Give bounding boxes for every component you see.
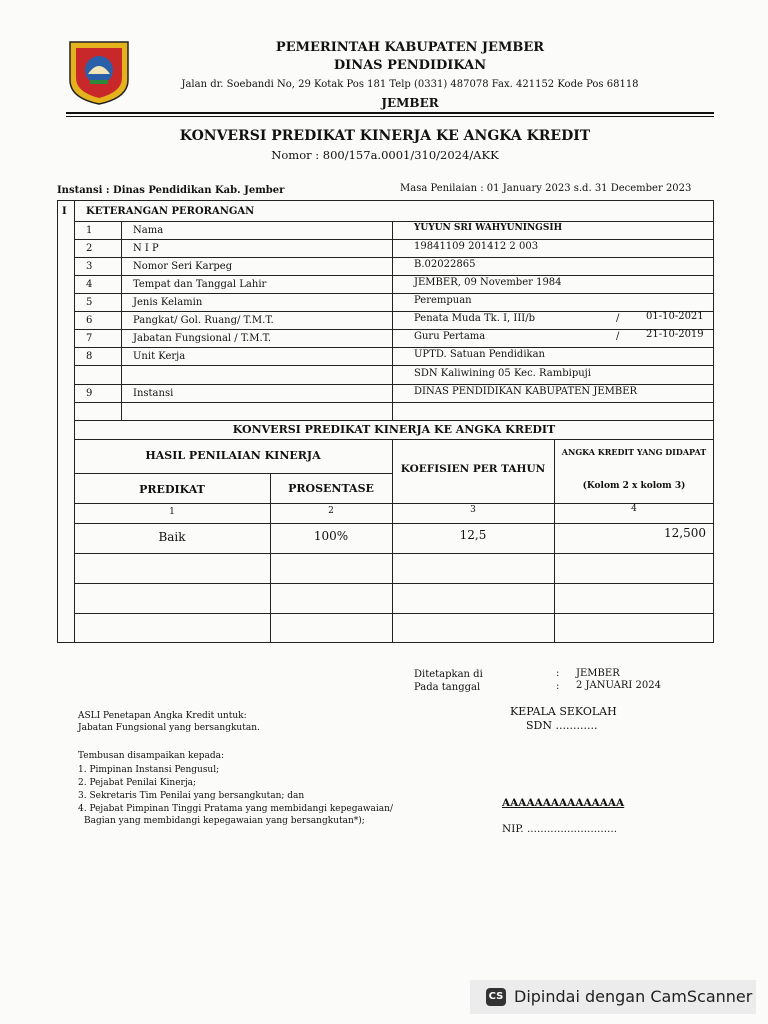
row-number: 8 [86, 351, 93, 362]
section1-title: KETERANGAN PERORANGAN [86, 206, 255, 217]
row-label: Nama [133, 225, 164, 236]
prosentase-value: 100% [313, 529, 349, 543]
tembusan-item: 1. Pimpinan Instansi Pengusul; [78, 765, 220, 775]
header-address: Jalan dr. Soebandi No, 29 Kotak Pos 181 Telp (0331) 487078 Fax. 421152 Kode Pos 68118 [181, 79, 639, 90]
row-number: 2 [86, 243, 93, 254]
row-value: DINAS PENDIDIKAN KABUPATEN JEMBER [414, 386, 638, 397]
row-value: Guru Pertama [414, 331, 486, 342]
tembusan-item: 3. Sekretaris Tim Penilai yang bersangkutan; dan [78, 791, 305, 801]
row-number: 7 [86, 333, 93, 344]
predikat-value: Baik [158, 530, 186, 544]
masa-penilaian: Masa Penilaian : 01 January 2023 s.d. 31 December 2023 [400, 183, 692, 194]
camscanner-text: Dipindai dengan CamScanner [514, 987, 753, 1006]
row-value: Perempuan [414, 295, 472, 306]
row-number: 6 [86, 315, 93, 326]
document-title: KONVERSI PREDIKAT KINERJA KE ANGKA KREDIT [179, 128, 591, 144]
tembusan-item: Bagian yang membidangi kepegawaian yang bersangkutan*); [84, 816, 365, 826]
angka-kredit-value: 12,500 [664, 526, 706, 540]
row-value: SDN Kaliwining 05 Kec. Rambipuji [414, 368, 591, 379]
tembusan-item: 4. Pejabat Pimpinan Tinggi Pratama yang membidangi kepegawaian/ [78, 804, 393, 814]
section2-title: KONVERSI PREDIKAT KINERJA KE ANGKA KREDIT [232, 423, 556, 436]
ditetapkan-colon: : [556, 668, 560, 679]
header-rule-thin [66, 116, 714, 117]
header-city: JEMBER [381, 96, 439, 110]
row-label: Jenis Kelamin [133, 297, 203, 308]
camscanner-icon: CS [486, 988, 506, 1006]
prosentase-header: PROSENTASE [288, 482, 374, 495]
column-number: 3 [470, 505, 476, 515]
kolom-note: (Kolom 2 x kolom 3) [582, 481, 686, 491]
ditetapkan-value: JEMBER [576, 668, 620, 679]
row-separator: / [616, 331, 620, 342]
asli-line2: Jabatan Fungsional yang bersangkutan. [78, 723, 260, 733]
regency-logo [66, 40, 132, 106]
row-value: UPTD. Satuan Pendidikan [414, 349, 545, 360]
row-value: Penata Muda Tk. I, III/b [414, 313, 535, 324]
header-line2: DINAS PENDIDIKAN [333, 58, 487, 73]
row-number: 4 [86, 279, 93, 290]
koefisien-value: 12,5 [459, 528, 487, 542]
row-separator: / [616, 313, 620, 324]
tembusan-label: Tembusan disampaikan kepada: [78, 751, 225, 761]
tanggal-label: Pada tanggal [414, 682, 481, 693]
row-value: 19841109 201412 2 003 [414, 241, 539, 252]
signatory-nip: NIP. ........................... [502, 823, 618, 835]
row-number: 5 [86, 297, 93, 308]
section1-roman: I [62, 206, 67, 217]
signatory-school: SDN ............ [526, 719, 598, 732]
tanggal-value: 2 JANUARI 2024 [576, 680, 661, 691]
row-value: YUYUN SRI WAHYUNINGSIH [414, 223, 563, 233]
row-date: 21-10-2019 [646, 329, 704, 340]
signatory-name: AAAAAAAAAAAAAAA [502, 797, 625, 809]
row-number: 1 [86, 225, 93, 236]
koefisien-header: KOEFISIEN PER TAHUN [400, 463, 546, 475]
tanggal-colon: : [556, 681, 560, 692]
row-label: Nomor Seri Karpeg [133, 261, 233, 272]
column-number: 2 [328, 506, 334, 516]
row-number: 3 [86, 261, 93, 272]
header-line1: PEMERINTAH KABUPATEN JEMBER [275, 40, 545, 55]
header-rule-thick [66, 112, 714, 114]
asli-line1: ASLI Penetapan Angka Kredit untuk: [78, 711, 247, 721]
signatory-title: KEPALA SEKOLAH [510, 705, 617, 718]
main-table [57, 200, 714, 643]
row-label: Unit Kerja [133, 351, 186, 362]
row-date: 01-10-2021 [646, 311, 704, 322]
row-number: 9 [86, 388, 93, 399]
row-label: Pangkat/ Gol. Ruang/ T.M.T. [133, 315, 274, 326]
angka-kredit-header: ANGKA KREDIT YANG DIDAPAT [561, 447, 707, 457]
column-number: 1 [169, 507, 175, 517]
row-label: Instansi [133, 388, 174, 399]
instansi-label: Instansi : Dinas Pendidikan Kab. Jember [57, 185, 285, 196]
camscanner-watermark [470, 980, 756, 1014]
row-value: JEMBER, 09 November 1984 [414, 277, 562, 288]
predikat-header: PREDIKAT [139, 483, 205, 496]
hasil-penilaian-header: HASIL PENILAIAN KINERJA [145, 449, 321, 462]
row-label: Jabatan Fungsional / T.M.T. [133, 333, 272, 344]
document-number: Nomor : 800/157a.0001/310/2024/AKK [271, 148, 499, 162]
row-value: B.02022865 [414, 259, 476, 270]
column-number: 4 [631, 504, 637, 514]
ditetapkan-label: Ditetapkan di [414, 669, 483, 680]
row-label: Tempat dan Tanggal Lahir [133, 279, 267, 290]
tembusan-item: 2. Pejabat Penilai Kinerja; [78, 778, 197, 788]
row-label: N I P [133, 243, 159, 254]
